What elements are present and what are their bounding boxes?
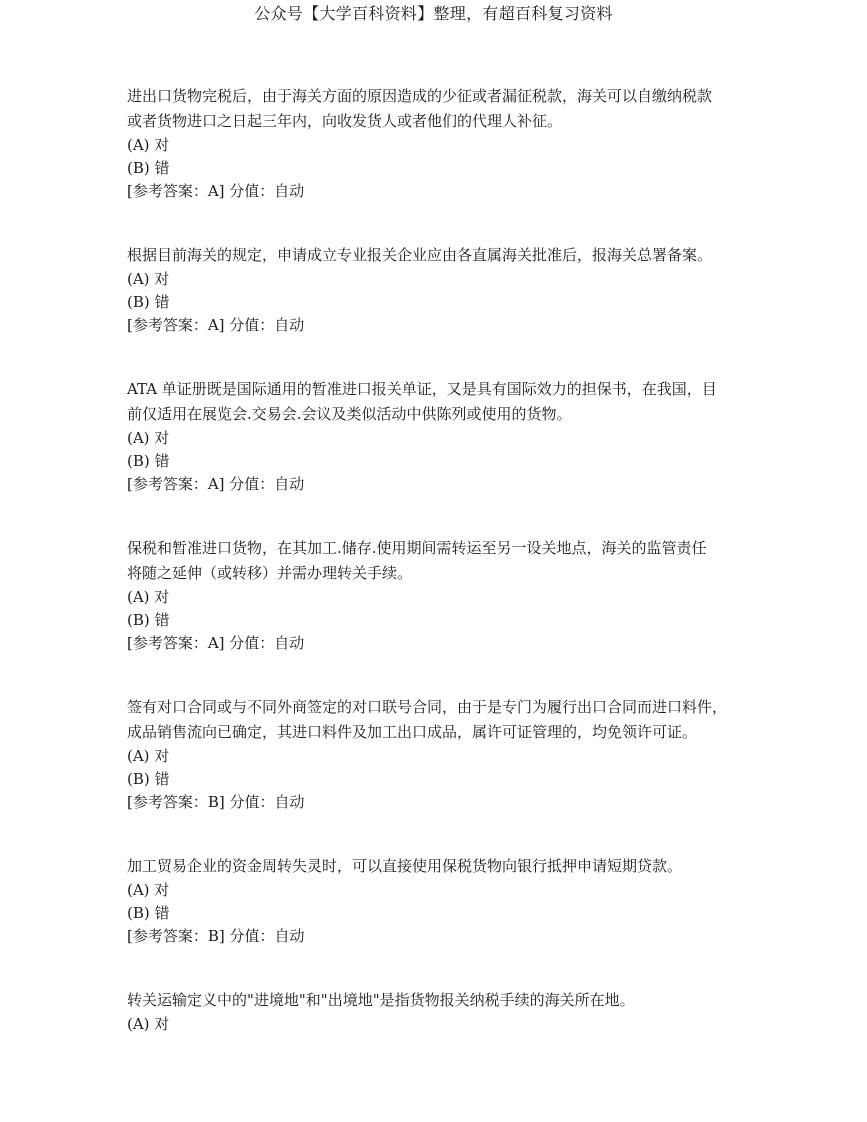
question-2 [127,243,752,337]
question-text-line: 将随之延伸（或转移）并需办理转关手续。 [127,564,413,582]
question-3 [127,377,752,496]
question-text-line: 前仅适用在展览会.交易会.会议及类似活动中供陈列或使用的货物。 [127,405,572,423]
answer-line: [参考答案：A] 分值：自动 [127,634,305,652]
spacer [127,948,752,988]
question-text-line: 保税和暂准进口货物，在其加工.储存.使用期间需转运至另一设关地点，海关的监管责任 [127,539,707,557]
option-b: (B) 错 [127,452,170,470]
spacer [127,655,752,695]
option-b: (B) 错 [127,904,170,922]
option-a: (A) 对 [127,1015,170,1033]
question-6 [127,854,752,948]
option-a: (A) 对 [127,747,170,765]
option-a: (A) 对 [127,429,170,447]
spacer [127,814,752,854]
question-1 [127,84,752,203]
question-list [127,84,752,1036]
question-text-line: 成品销售流向已确定，其进口料件及加工出口成品，属许可证管理的，均免领许可证。 [127,723,698,741]
question-7 [127,988,752,1036]
option-b: (B) 错 [127,770,170,788]
option-b: (B) 错 [127,611,170,629]
page-header: 公众号【大学百科资料】整理，有超百科复习资料 [254,4,613,23]
question-text-line: 加工贸易企业的资金周转失灵时，可以直接使用保税货物向银行抵押申请短期贷款。 [127,857,683,875]
answer-line: [参考答案：B] 分值：自动 [127,927,305,945]
option-a: (A) 对 [127,136,170,154]
question-text-line: 转关运输定义中的"进境地"和"出境地"是指货物报关纳税手续的海关所在地。 [127,991,635,1009]
option-b: (B) 错 [127,293,170,311]
option-b: (B) 错 [127,159,170,177]
spacer [127,337,752,377]
question-text-line: 签有对口合同或与不同外商签定的对口联号合同，由于是专门为履行出口合同而进口料件， [127,698,728,716]
option-a: (A) 对 [127,270,170,288]
question-5 [127,695,752,814]
question-text-line: 或者货物进口之日起三年内，向收发货人或者他们的代理人补征。 [127,112,563,130]
question-text-line: ATA 单证册既是国际通用的暂准进口报关单证，又是具有国际效力的担保书，在我国，目 [127,380,717,398]
question-text-line: 根据目前海关的规定，申请成立专业报关企业应由各直属海关批准后，报海关总署备案。 [127,246,713,264]
answer-line: [参考答案：A] 分值：自动 [127,475,305,493]
question-4 [127,536,752,655]
option-a: (A) 对 [127,588,170,606]
spacer [127,496,752,536]
spacer [127,203,752,243]
option-a: (A) 对 [127,881,170,899]
answer-line: [参考答案：A] 分值：自动 [127,316,305,334]
question-text-line: 进出口货物完税后，由于海关方面的原因造成的少征或者漏征税款，海关可以自缴纳税款 [127,87,713,105]
answer-line: [参考答案：B] 分值：自动 [127,793,305,811]
answer-line: [参考答案：A] 分值：自动 [127,182,305,200]
